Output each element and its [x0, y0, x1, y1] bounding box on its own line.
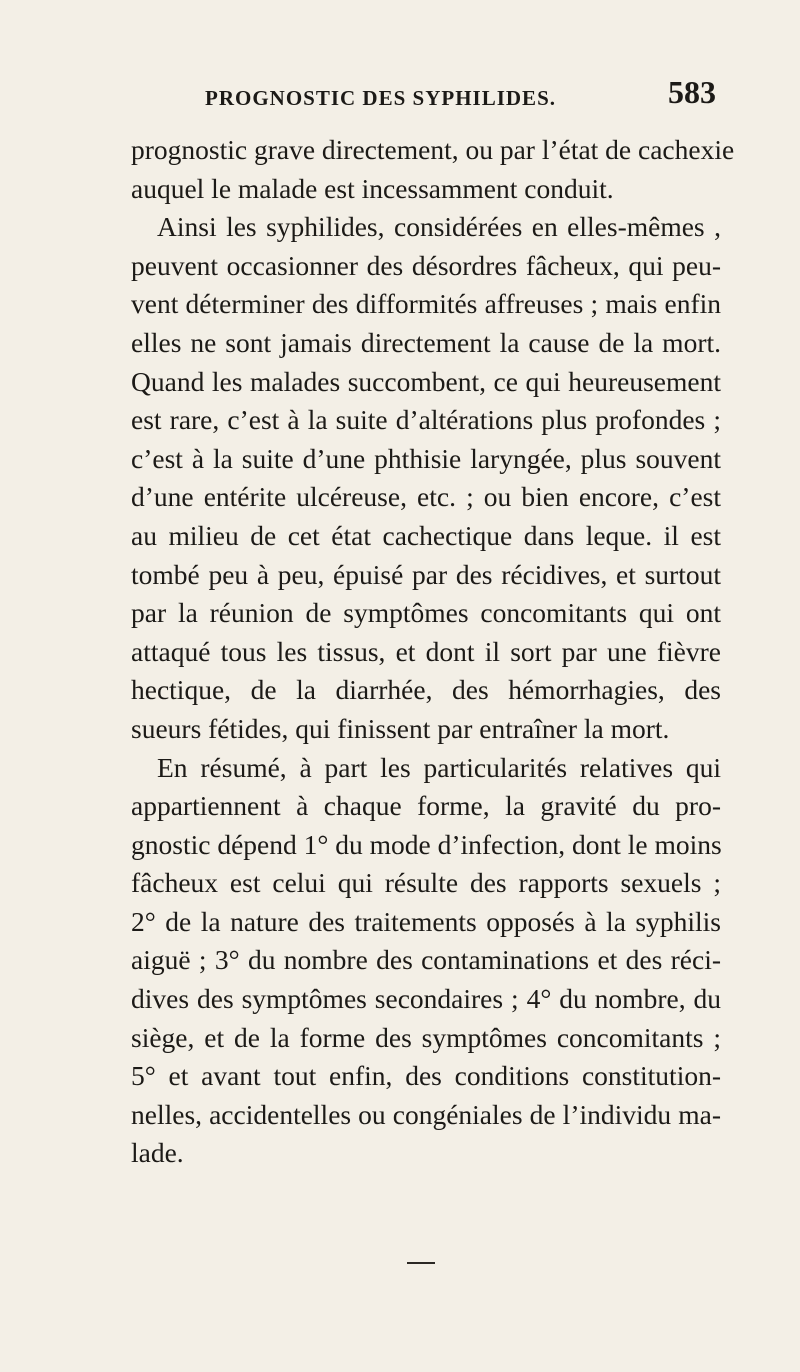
text-line: 2° de la nature des traitements opposés à la syphilis — [131, 905, 721, 937]
text-line: attaqué tous les tissus, et dont il sort par une fièvre — [131, 635, 721, 667]
text-line: appartiennent à chaque forme, la gravité du pro- — [131, 790, 721, 822]
running-head: PROGNOSTIC DES SYPHILIDES. — [205, 86, 556, 110]
text-line: peuvent occasionner des désordres fâcheux, qui peu- — [131, 249, 721, 281]
text-line: Quand les malades succombent, ce qui heureusement — [131, 365, 721, 397]
text-line: hectique, de la diarrhée, des hémorrhagies, des — [131, 674, 721, 706]
text-line: 5° et avant tout enfin, des conditions constitution- — [131, 1060, 721, 1092]
text-line: auquel le malade est incessamment conduit. — [131, 172, 614, 204]
text-line: elles ne sont jamais directement la cause de la mort. — [131, 326, 721, 358]
text-line: aiguë ; 3° du nombre des contaminations et des réci- — [131, 944, 721, 976]
text-line: au milieu de cet état cachectique dans leque. il est — [131, 519, 721, 551]
text-line: est rare, c’est à la suite d’altérations plus profondes ; — [131, 404, 721, 436]
text-line: c’est à la suite d’une phthisie laryngée, plus souvent — [131, 442, 721, 474]
paragraph-start-line: Ainsi les syphilides, considérées en elles-mêmes , — [157, 211, 721, 243]
text-line: siège, et de la forme des symptômes concomitants ; — [131, 1021, 721, 1053]
text-line: nelles, accidentelles ou congéniales de l’individu ma- — [131, 1098, 721, 1130]
paragraph-start-line: En résumé, à part les particularités relatives qui — [157, 751, 721, 783]
body-text — [131, 131, 735, 1173]
text-line: gnostic dépend 1° du mode d’infection, dont le moins — [131, 828, 722, 860]
text-line: vent déterminer des difformités affreuses ; mais enfin — [131, 288, 721, 320]
page-number: 583 — [668, 74, 716, 110]
text-line: lade. — [131, 1137, 184, 1169]
text-line: par la réunion de symptômes concomitants qui ont — [131, 597, 721, 629]
text-line: fâcheux est celui qui résulte des rapports sexuels ; — [131, 867, 721, 899]
closing-rule — [407, 1262, 435, 1264]
text-line: sueurs fétides, qui finissent par entraîner la mort. — [131, 712, 670, 744]
text-line: prognostic grave directement, ou par l’état de cachexie — [131, 134, 735, 165]
text-line: tombé peu à peu, épuisé par des récidives, et surtout — [131, 558, 721, 590]
text-line: d’une entérite ulcéreuse, etc. ; ou bien encore, c’est — [131, 481, 721, 513]
text-line: dives des symptômes secondaires ; 4° du nombre, du — [131, 983, 721, 1015]
